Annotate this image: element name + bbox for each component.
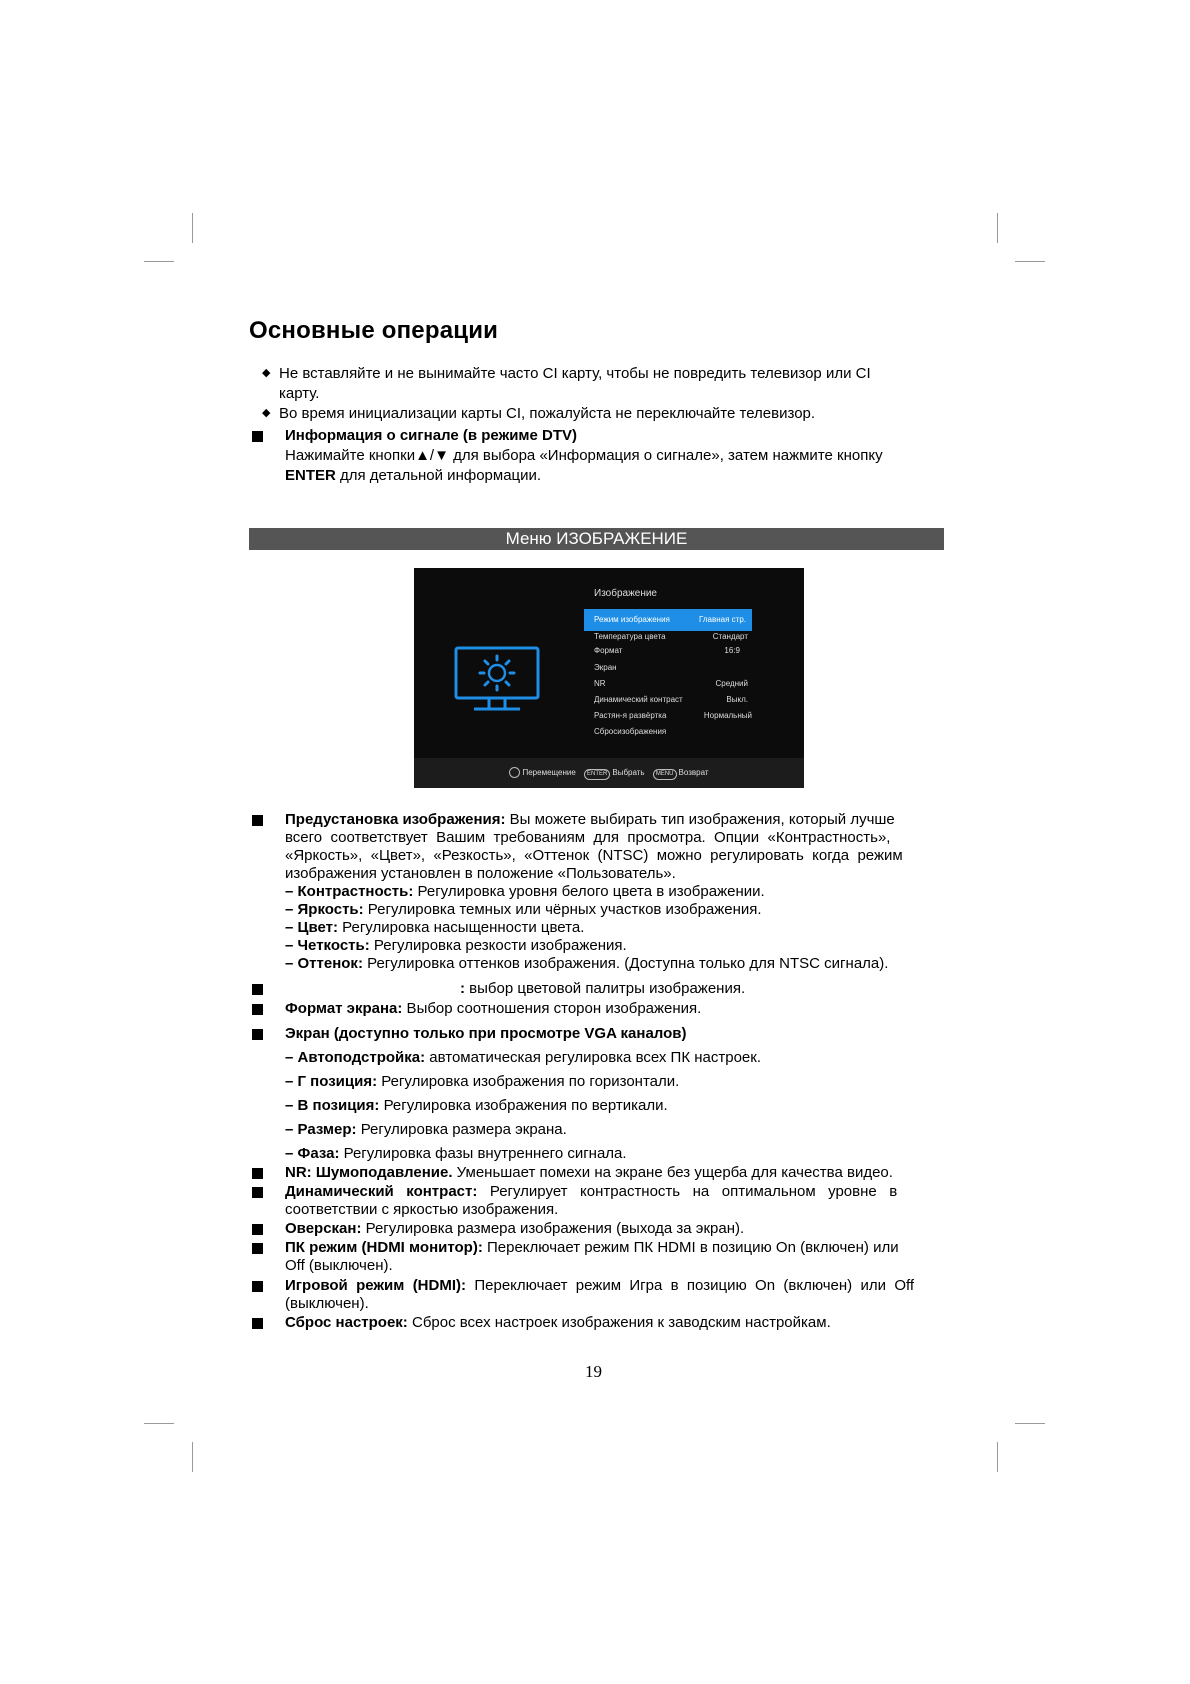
reset-description: Сброс настроек: Сброс всех настроек изображения к заводским настройкам.: [285, 1314, 831, 1331]
square-bullet-icon: [252, 1168, 263, 1179]
tv-menu-footer: Перемещение ENTER Выбрать MENU Возврат: [414, 758, 804, 788]
dyn-contrast-description: соответствии с яркостью изображения.: [285, 1201, 559, 1218]
intro-bullet: Во время инициализации карты CI, пожалуйста не переключайте телевизор.: [279, 405, 816, 422]
game-mode-description: Игровой режим (HDMI): Переключает режим Игра в позицию On (включен) или Off: [285, 1277, 915, 1294]
monitor-sun-icon: [454, 646, 540, 714]
preset-sub: – Цвет: Регулировка насыщенности цвета.: [285, 919, 585, 936]
overscan-description: Оверскан: Регулировка размера изображения (выхода за экран).: [285, 1220, 745, 1237]
square-bullet-icon: [252, 431, 263, 442]
preset-sub: – Яркость: Регулировка темных или чёрных участков изображения.: [285, 901, 762, 918]
nr-description: NR: Шумоподавление. Уменьшает помехи на экране без ущерба для качества видео.: [285, 1164, 893, 1181]
screen-sub: – Размер: Регулировка размера экрана.: [285, 1121, 567, 1138]
crop-mark: [192, 213, 193, 243]
signal-info-text: ENTER для детальной информации.: [285, 467, 542, 484]
menu-key-icon: MENU: [653, 769, 677, 780]
screen-heading: Экран (доступно только при просмотре VGA каналов): [285, 1025, 687, 1042]
dyn-contrast-description: Динамический контраст: Регулирует контрастность на оптимальном уровне в: [285, 1183, 898, 1200]
enter-key-icon: ENTER: [584, 769, 610, 780]
intro-bullet: Не вставляйте и не вынимайте часто CI карту, чтобы не повредить телевизор или CI: [279, 365, 871, 382]
preset-sub: – Четкость: Регулировка резкости изображения.: [285, 937, 627, 954]
page-number: 19: [585, 1362, 602, 1381]
screen-sub: – Г позиция: Регулировка изображения по горизонтали.: [285, 1073, 680, 1090]
screen-sub: – Фаза: Регулировка фазы внутреннего сигнала.: [285, 1145, 627, 1162]
pc-mode-description: ПК режим (HDMI монитор): Переключает режим ПК HDMI в позицию On (включен) или: [285, 1239, 899, 1256]
square-bullet-icon: [252, 984, 263, 995]
crop-mark: [1015, 261, 1045, 262]
square-bullet-icon: [252, 1318, 263, 1329]
tv-menu-screenshot: [414, 568, 804, 788]
screen-sub: – Автоподстройка: автоматическая регулировка всех ПК настроек.: [285, 1049, 761, 1066]
color-temp-description: : выбор цветовой палитры изображения.: [460, 980, 746, 997]
square-bullet-icon: [252, 1004, 263, 1015]
preset-description: всего соответствует Вашим требованиям для просмотра. Опции «Контрастность»,: [285, 829, 891, 846]
preset-description: Предустановка изображения: Вы можете выбирать тип изображения, который лучше: [285, 811, 895, 828]
crop-mark: [997, 1442, 998, 1472]
square-bullet-icon: [252, 1029, 263, 1040]
tv-menu-item[interactable]: NR Средний: [594, 679, 748, 688]
crop-mark: [144, 1423, 174, 1424]
signal-info-text: Нажимайте кнопки▲/▼ для выбора «Информация о сигнале», затем нажмите кнопку: [285, 447, 883, 464]
crop-mark: [144, 261, 174, 262]
square-bullet-icon: [252, 1281, 263, 1292]
page-title: Основные операции: [249, 317, 499, 344]
square-bullet-icon: [252, 1224, 263, 1235]
signal-info-heading: Информация о сигнале (в режиме DTV): [285, 427, 578, 444]
tv-menu-item[interactable]: Сбросизображения: [594, 727, 667, 736]
preset-sub: – Контрастность: Регулировка уровня белого цвета в изображении.: [285, 883, 765, 900]
crop-mark: [192, 1442, 193, 1472]
intro-bullet-cont: карту.: [279, 385, 320, 402]
format-description: Формат экрана: Выбор соотношения сторон изображения.: [285, 1000, 702, 1017]
pc-mode-description: Off (выключен).: [285, 1257, 393, 1274]
tv-menu-item[interactable]: Температура цвета Стандарт: [594, 632, 748, 641]
tv-menu-item[interactable]: Режим изображения Главная стр.: [584, 609, 752, 631]
tv-menu-item[interactable]: Экран: [594, 663, 617, 672]
diamond-bullet-icon: ◆: [262, 407, 271, 419]
tv-menu-title: Изображение: [594, 588, 657, 599]
preset-sub: – Оттенок: Регулировка оттенков изображения. (Доступна только для NTSC сигнала).: [285, 955, 889, 972]
diamond-bullet-icon: ◆: [262, 367, 271, 379]
tv-menu-item[interactable]: Формат 16:9: [594, 646, 740, 655]
crop-mark: [1015, 1423, 1045, 1424]
section-bar: Меню ИЗОБРАЖЕНИЕ: [249, 528, 944, 550]
tv-menu-item[interactable]: Динамический контраст Выкл.: [594, 695, 748, 704]
crop-mark: [997, 213, 998, 243]
square-bullet-icon: [252, 1243, 263, 1254]
tv-menu-item[interactable]: Растян-я развёртка Нормальный: [594, 711, 752, 720]
preset-description: изображения установлен в положение «Пользователь».: [285, 865, 676, 882]
preset-description: «Яркость», «Цвет», «Резкость», «Оттенок (NTSC) можно регулировать когда режим: [285, 847, 903, 864]
screen-sub: – В позиция: Регулировка изображения по вертикали.: [285, 1097, 668, 1114]
square-bullet-icon: [252, 1187, 263, 1198]
square-bullet-icon: [252, 815, 263, 826]
game-mode-description: (выключен).: [285, 1295, 369, 1312]
navigate-icon: [509, 767, 520, 778]
